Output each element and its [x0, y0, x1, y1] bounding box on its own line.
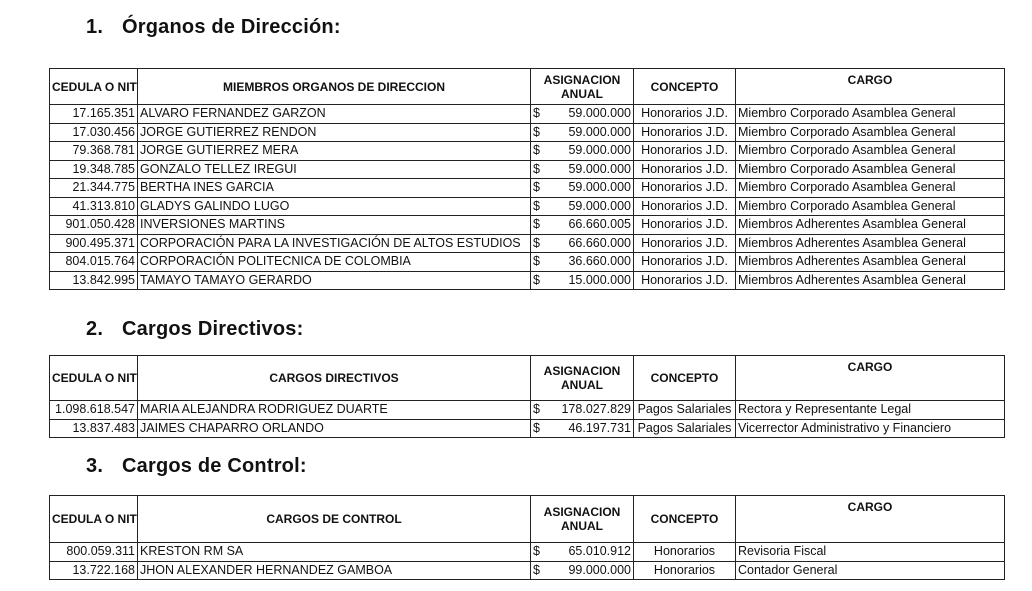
cell-amount [531, 160, 634, 179]
amount-value: 59.000.000 [568, 124, 631, 139]
cell-name: JHON ALEXANDER HERNANDEZ GAMBOA [138, 561, 531, 580]
table-row [50, 561, 1005, 580]
amount-value: 46.197.731 [568, 420, 631, 435]
cell-name: BERTHA INES GARCIA [138, 179, 531, 198]
compensation-table [49, 68, 1005, 290]
cell-cargo: Miembro Corporado Asamblea General [736, 142, 1005, 161]
column-header-cargo: CARGO [736, 69, 1005, 105]
section-number: 2. [86, 318, 104, 340]
cell-nit: 79.368.781 [50, 142, 138, 161]
cell-concepto: Honorarios J.D. [634, 234, 736, 253]
cell-name: TAMAYO TAMAYO GERARDO [138, 271, 531, 290]
cell-amount [531, 234, 634, 253]
table-row [50, 419, 1005, 438]
cell-concepto: Honorarios J.D. [634, 253, 736, 272]
cell-cargo: Miembro Corporado Asamblea General [736, 105, 1005, 124]
amount-value: 15.000.000 [568, 272, 631, 287]
currency-symbol: $ [533, 161, 540, 176]
column-header-cargo: CARGO [736, 496, 1005, 543]
column-header-asignacion: ASIGNACION ANUAL [531, 69, 634, 105]
cell-name: JAIMES CHAPARRO ORLANDO [138, 419, 531, 438]
amount-value: 59.000.000 [568, 161, 631, 176]
table-row [50, 271, 1005, 290]
cell-nit: 800.059.311 [50, 543, 138, 562]
cell-nit: 13.837.483 [50, 419, 138, 438]
cell-name: MARIA ALEJANDRA RODRIGUEZ DUARTE [138, 401, 531, 420]
cell-amount [531, 216, 634, 235]
currency-symbol: $ [533, 235, 540, 250]
currency-symbol: $ [533, 106, 540, 121]
table-row [50, 105, 1005, 124]
cell-cargo: Miembro Corporado Asamblea General [736, 197, 1005, 216]
cell-name: JORGE GUTIERREZ RENDON [138, 123, 531, 142]
cell-cargo: Miembros Adherentes Asamblea General [736, 253, 1005, 272]
table-row [50, 253, 1005, 272]
cell-concepto: Honorarios J.D. [634, 216, 736, 235]
cell-concepto: Honorarios J.D. [634, 160, 736, 179]
cell-concepto: Honorarios J.D. [634, 271, 736, 290]
cell-concepto: Honorarios J.D. [634, 142, 736, 161]
section-title-text: Órganos de Dirección: [122, 16, 341, 38]
column-header-concepto: CONCEPTO [634, 69, 736, 105]
currency-symbol: $ [533, 217, 540, 232]
amount-value: 65.010.912 [568, 544, 631, 559]
currency-symbol: $ [533, 124, 540, 139]
cell-nit: 13.722.168 [50, 561, 138, 580]
cell-nit: 901.050.428 [50, 216, 138, 235]
cell-nit: 900.495.371 [50, 234, 138, 253]
column-header-name: CARGOS DE CONTROL [138, 496, 531, 543]
cell-cargo: Rectora y Representante Legal [736, 401, 1005, 420]
cell-cargo: Miembro Corporado Asamblea General [736, 123, 1005, 142]
currency-symbol: $ [533, 420, 540, 435]
cell-concepto: Pagos Salariales [634, 401, 736, 420]
cell-name: CORPORACIÓN POLITECNICA DE COLOMBIA [138, 253, 531, 272]
table-row [50, 543, 1005, 562]
table-row [50, 197, 1005, 216]
column-header-asignacion: ASIGNACION ANUAL [531, 496, 634, 543]
cell-cargo: Contador General [736, 561, 1005, 580]
column-header-cargo: CARGO [736, 356, 1005, 401]
section-title-text: Cargos de Control: [122, 455, 307, 477]
column-header-nit: CEDULA O NIT [50, 356, 138, 401]
cell-name: JORGE GUTIERREZ MERA [138, 142, 531, 161]
table-header-row [50, 496, 1005, 543]
column-header-name: MIEMBROS ORGANOS DE DIRECCION [138, 69, 531, 105]
column-header-nit: CEDULA O NIT [50, 69, 138, 105]
currency-symbol: $ [533, 198, 540, 213]
cell-nit: 19.348.785 [50, 160, 138, 179]
amount-value: 99.000.000 [568, 562, 631, 577]
cell-cargo: Miembros Adherentes Asamblea General [736, 216, 1005, 235]
compensation-table [49, 355, 1005, 438]
section-number: 3. [86, 455, 104, 477]
table-row [50, 216, 1005, 235]
compensation-table [49, 495, 1005, 580]
amount-value: 36.660.000 [568, 254, 631, 269]
column-header-concepto: CONCEPTO [634, 356, 736, 401]
cell-nit: 21.344.775 [50, 179, 138, 198]
table-row [50, 123, 1005, 142]
cell-concepto: Honorarios J.D. [634, 105, 736, 124]
section-title [86, 455, 307, 478]
table-header-row [50, 69, 1005, 105]
cell-cargo: Miembros Adherentes Asamblea General [736, 234, 1005, 253]
section-title [86, 318, 303, 341]
table-row [50, 142, 1005, 161]
cell-name: ALVARO FERNANDEZ GARZON [138, 105, 531, 124]
cell-amount [531, 561, 634, 580]
cell-nit: 1.098.618.547 [50, 401, 138, 420]
table-row [50, 401, 1005, 420]
cell-nit: 17.030.456 [50, 123, 138, 142]
currency-symbol: $ [533, 402, 540, 417]
cell-concepto: Honorarios J.D. [634, 123, 736, 142]
cell-cargo: Miembro Corporado Asamblea General [736, 160, 1005, 179]
cell-cargo: Vicerrector Administrativo y Financiero [736, 419, 1005, 438]
cell-name: GLADYS GALINDO LUGO [138, 197, 531, 216]
table-row [50, 234, 1005, 253]
cell-amount [531, 271, 634, 290]
section-title [86, 16, 341, 39]
currency-symbol: $ [533, 254, 540, 269]
cell-cargo: Miembros Adherentes Asamblea General [736, 271, 1005, 290]
amount-value: 59.000.000 [568, 106, 631, 121]
cell-concepto: Honorarios [634, 543, 736, 562]
cell-nit: 804.015.764 [50, 253, 138, 272]
cell-amount [531, 401, 634, 420]
cell-concepto: Honorarios J.D. [634, 197, 736, 216]
amount-value: 66.660.005 [568, 217, 631, 232]
table-header-row [50, 356, 1005, 401]
amount-value: 178.027.829 [561, 402, 631, 417]
cell-concepto: Honorarios J.D. [634, 179, 736, 198]
cell-name: CORPORACIÓN PARA LA INVESTIGACIÓN DE ALTOS ESTUDIOS [138, 234, 531, 253]
cell-concepto: Pagos Salariales [634, 419, 736, 438]
cell-amount [531, 179, 634, 198]
cell-nit: 41.313.810 [50, 197, 138, 216]
cell-name: INVERSIONES MARTINS [138, 216, 531, 235]
cell-nit: 13.842.995 [50, 271, 138, 290]
cell-cargo: Revisoria Fiscal [736, 543, 1005, 562]
column-header-nit: CEDULA O NIT [50, 496, 138, 543]
amount-value: 59.000.000 [568, 198, 631, 213]
table-row [50, 179, 1005, 198]
amount-value: 59.000.000 [568, 180, 631, 195]
cell-amount [531, 105, 634, 124]
column-header-name: CARGOS DIRECTIVOS [138, 356, 531, 401]
cell-amount [531, 543, 634, 562]
currency-symbol: $ [533, 272, 540, 287]
currency-symbol: $ [533, 544, 540, 559]
cell-amount [531, 419, 634, 438]
amount-value: 66.660.000 [568, 235, 631, 250]
cell-nit: 17.165.351 [50, 105, 138, 124]
cell-amount [531, 123, 634, 142]
currency-symbol: $ [533, 143, 540, 158]
cell-amount [531, 253, 634, 272]
cell-amount [531, 197, 634, 216]
cell-name: GONZALO TELLEZ IREGUI [138, 160, 531, 179]
currency-symbol: $ [533, 180, 540, 195]
amount-value: 59.000.000 [568, 143, 631, 158]
cell-amount [531, 142, 634, 161]
cell-cargo: Miembro Corporado Asamblea General [736, 179, 1005, 198]
section-title-text: Cargos Directivos: [122, 318, 304, 340]
column-header-asignacion: ASIGNACION ANUAL [531, 356, 634, 401]
table-row [50, 160, 1005, 179]
cell-name: KRESTON RM SA [138, 543, 531, 562]
cell-concepto: Honorarios [634, 561, 736, 580]
column-header-concepto: CONCEPTO [634, 496, 736, 543]
section-number: 1. [86, 16, 104, 38]
currency-symbol: $ [533, 562, 540, 577]
